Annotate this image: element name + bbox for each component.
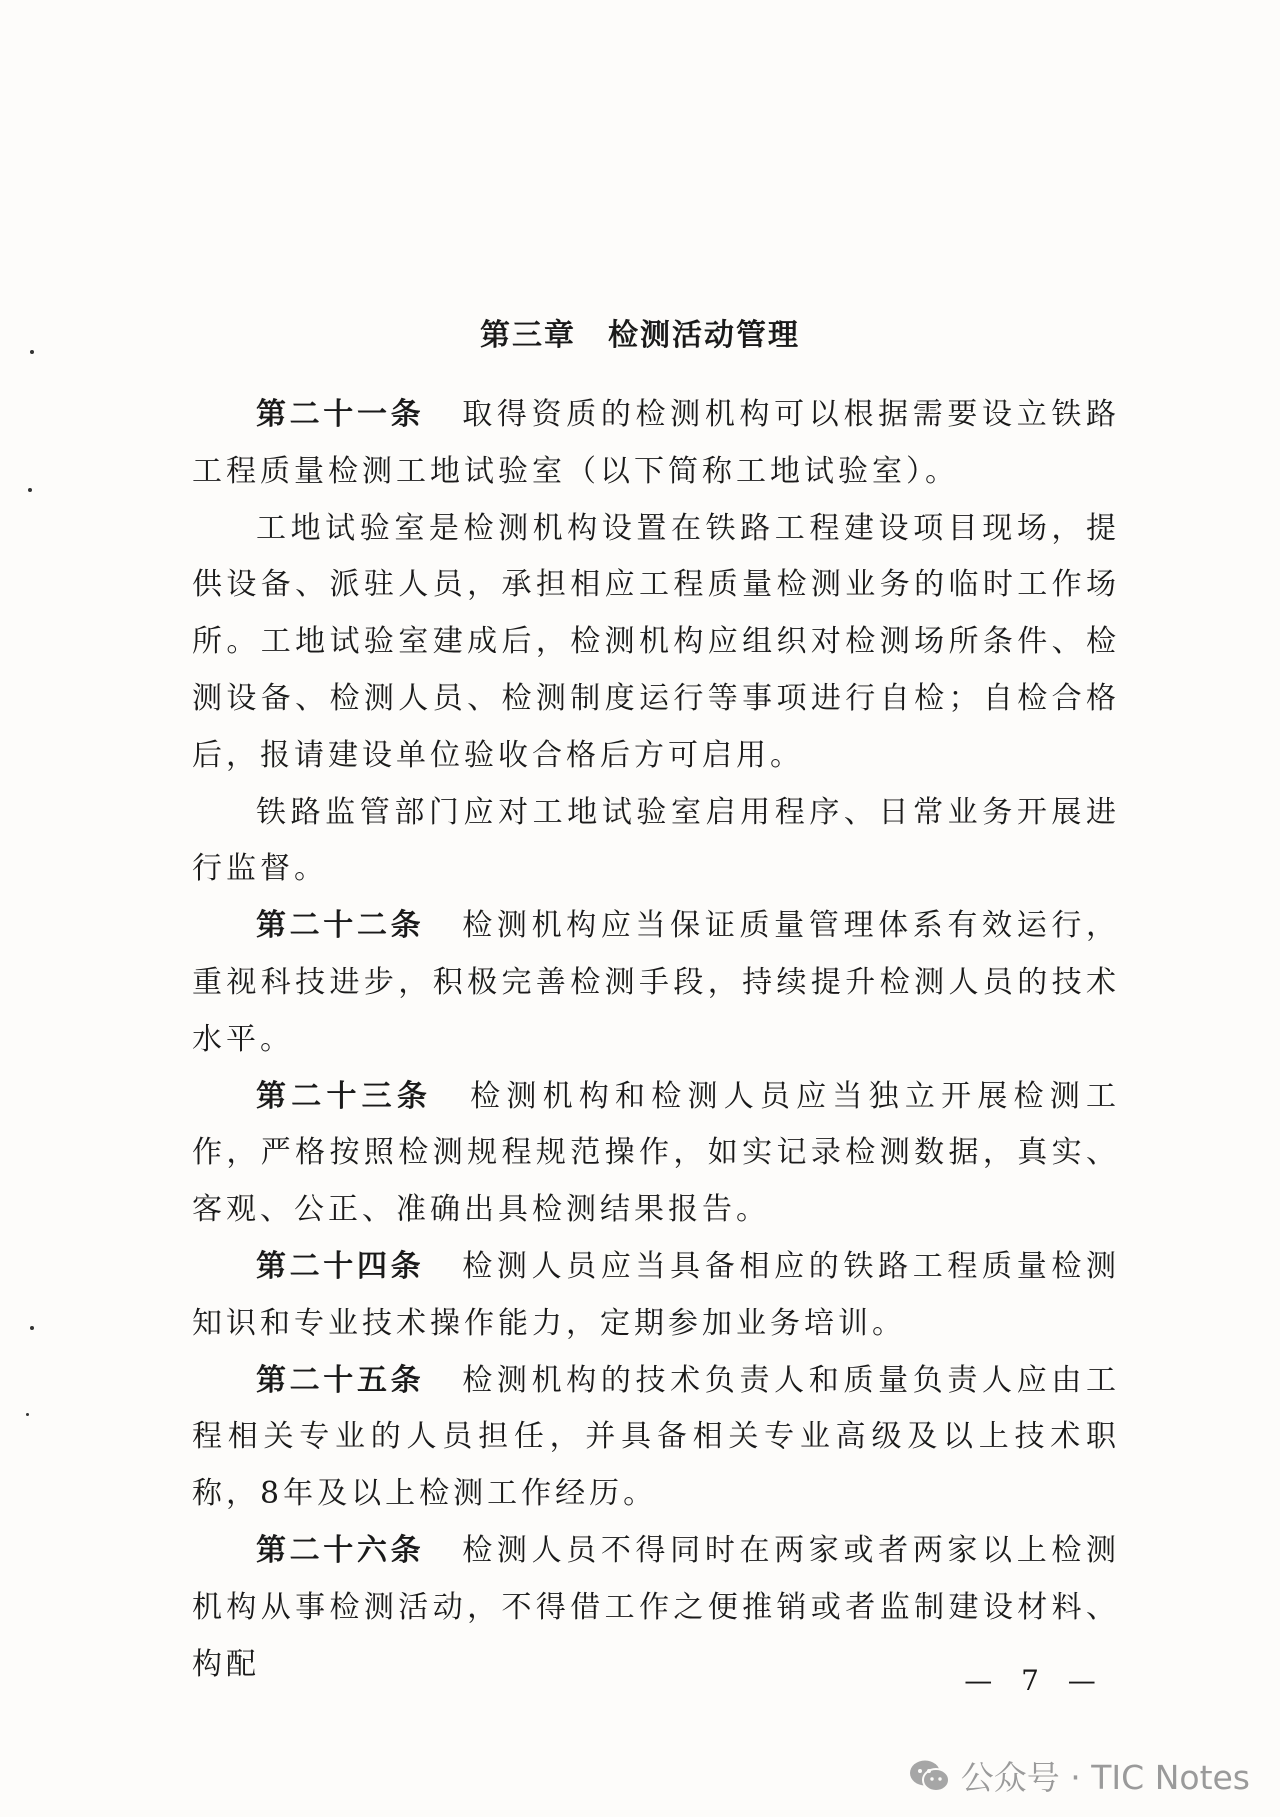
- article-text: 检测人员应当具备相应的铁路工程质量检测知识和专业技术操作能力，定期参加业务培训。: [192, 1248, 1121, 1341]
- paragraph-article-21: [192, 387, 1120, 501]
- paragraph-article-25: [192, 1353, 1120, 1523]
- paragraph-supervision: [192, 785, 1120, 899]
- paragraph-article-24: [192, 1239, 1120, 1353]
- margin-mark: [28, 488, 32, 492]
- article-number: 第二十四条: [256, 1248, 425, 1284]
- article-number: 第二十六条: [256, 1532, 425, 1568]
- article-number: 第二十五条: [256, 1362, 425, 1398]
- article-text: 检测机构应当保证质量管理体系有效运行，重视科技进步，积极完善检测手段，持续提升检测人员的技术水平。: [192, 908, 1121, 1057]
- article-text: 取得资质的检测机构可以根据需要设立铁路工程质量检测工地试验室（以下简称工地试验室）。: [192, 397, 1121, 489]
- paragraph-article-23: [192, 1069, 1120, 1239]
- margin-mark: [26, 1413, 29, 1416]
- paragraph-text: 工地试验室是检测机构设置在铁路工程建设项目现场，提供设备、派驻人员，承担相应工程质量检测业务的临时工作场所。工地试验室建成后，检测机构应组织对检测场所条件、检测设备、检测人员、检测制度运行等事项进行自检；自检合格后，报请建设单位验收合格后方可启用。: [192, 510, 1120, 773]
- article-number: 第二十一条: [256, 397, 425, 432]
- article-number: 第二十二条: [256, 908, 425, 944]
- article-number: 第二十三条: [256, 1078, 433, 1114]
- document-body: [192, 387, 1120, 1693]
- article-text: 检测机构和检测人员应当独立开展检测工作，严格按照检测规程规范操作，如实记录检测数据，真实、客观、公正、准确出具检测结果报告。: [192, 1078, 1121, 1228]
- paragraph-article-22: [192, 898, 1120, 1068]
- watermark: [909, 1752, 1250, 1799]
- chapter-title: 第三章 检测活动管理: [480, 318, 800, 353]
- watermark-label: 公众号 · TIC Notes: [960, 1758, 1250, 1797]
- paragraph-site-lab: [192, 501, 1120, 785]
- article-text: 检测人员不得同时在两家或者两家以上检测机构从事检测活动，不得借工作之便推销或者监制建设材料、构配: [192, 1532, 1121, 1682]
- paragraph-text: 铁路监管部门应对工地试验室启用程序、日常业务开展进行监督。: [192, 794, 1120, 887]
- margin-mark: [30, 1326, 34, 1330]
- wechat-icon: [909, 1758, 951, 1794]
- page-number: — 7 —: [964, 1664, 1106, 1697]
- article-text: 检测机构的技术负责人和质量负责人应由工程相关专业的人员担任，并具备相关专业高级及以上技术职称，8年及以上检测工作经历。: [192, 1362, 1121, 1512]
